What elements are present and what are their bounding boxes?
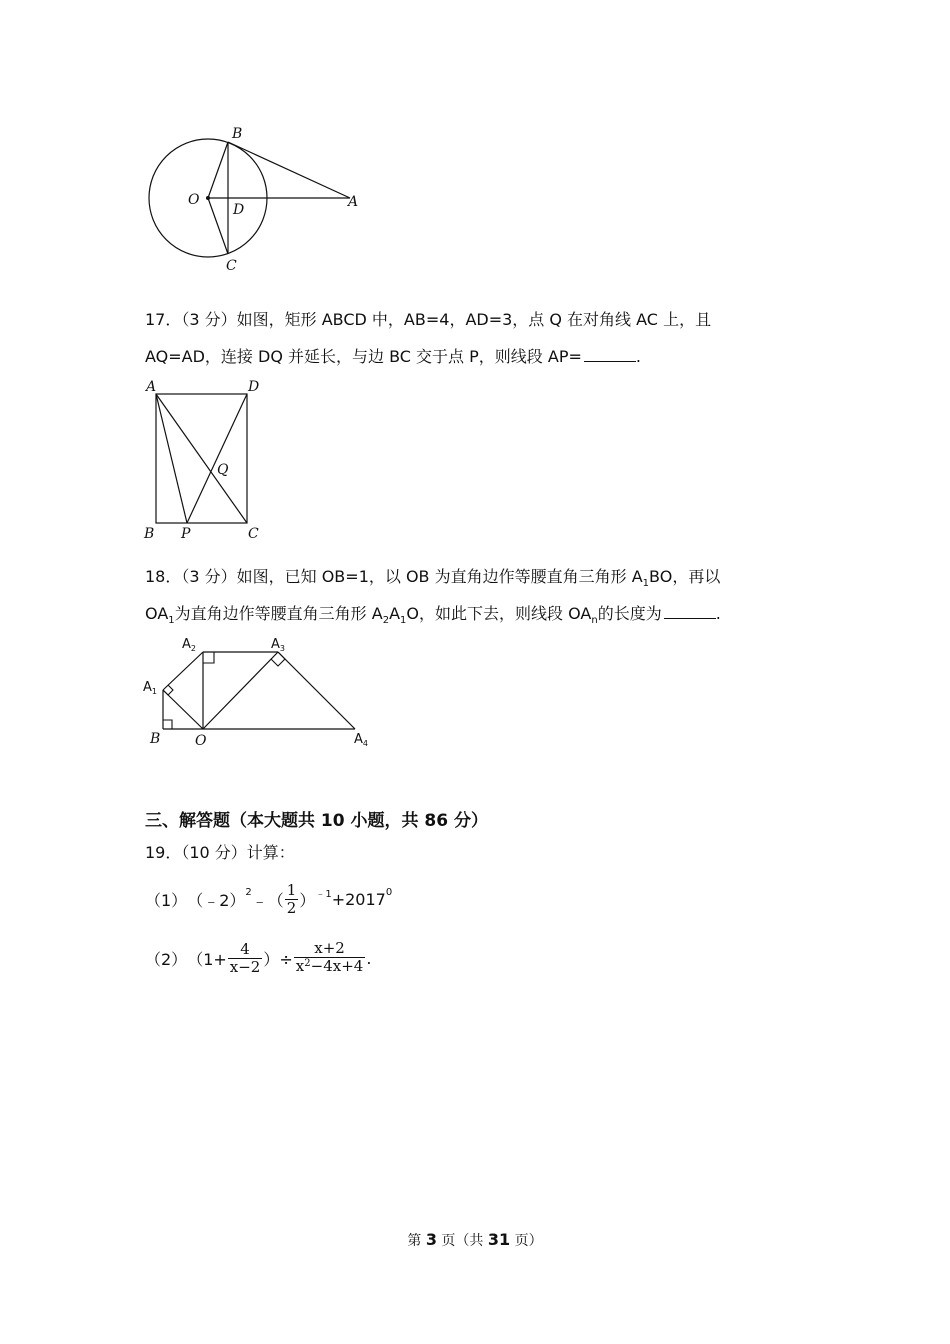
label-a: A xyxy=(348,194,359,210)
answer-blank xyxy=(664,603,716,619)
label-q: Q xyxy=(217,462,229,478)
label-d: D xyxy=(248,379,260,395)
section-heading: 三、解答题（本大题共 10 小题，共 86 分） xyxy=(145,811,488,831)
label-b: B xyxy=(232,126,243,142)
q18-line2: $OA_1$为直角边作等腰直角三角形 $A_2A_1O$，如此下去，则线段 $OA_n$的长度为 . xyxy=(145,604,721,627)
label-a1: $A_1$ xyxy=(143,680,157,696)
figure-rectangle xyxy=(140,378,270,543)
q18-line1: 18．（3 分）如图，已知 OB=1，以 OB 为直角边作等腰直角三角形 $A_1BO$，再以 xyxy=(145,567,721,590)
figure-circle-tangent xyxy=(140,120,380,280)
label-d: D xyxy=(233,202,245,218)
label-a3: $A_3$ xyxy=(271,637,285,653)
fraction-4-over-x-minus-2: $\frac{4}{x-2}$ xyxy=(229,940,261,976)
answer-blank xyxy=(584,346,636,362)
label-p: P xyxy=(181,526,191,542)
q19-title: 19．（10 分）计算： xyxy=(145,843,295,862)
q19-part1: （1） （﹣2） 2 ﹣（ $\frac{1}{2}$ ） ﹣1 +2017 0 xyxy=(145,881,393,917)
page-footer: 第 3 页（共 31 页） xyxy=(407,1230,543,1249)
label-b: B xyxy=(150,731,161,747)
label-b: B xyxy=(144,526,155,542)
label-c: C xyxy=(226,258,237,274)
label-a2: $A_2$ xyxy=(182,637,196,653)
figure-triangles xyxy=(140,635,380,750)
label-c: C xyxy=(248,526,259,542)
label-a: A xyxy=(146,379,157,395)
fraction-divisor: $\frac{x+2}{x^2-4x+4}$ xyxy=(295,939,364,975)
label-o: O xyxy=(188,192,200,208)
q17-line2: AQ=AD，连接 DQ 并延长，与边 BC 交于点 P，则线段 AP= . xyxy=(145,347,641,366)
q17-line1: 17．（3 分）如图，矩形 ABCD 中，AB=4，AD=3，点 Q 在对角线 AC 上，且 xyxy=(145,310,712,329)
label-a4: $A_4$ xyxy=(354,732,368,748)
q19-part2: （2） （1+ $\frac{4}{x-2}$ ）÷ $\frac{x+2}{x^2-4x+4}$ . xyxy=(145,939,372,976)
fraction-half: $\frac{1}{2}$ xyxy=(286,881,297,917)
label-o: O xyxy=(195,733,207,749)
